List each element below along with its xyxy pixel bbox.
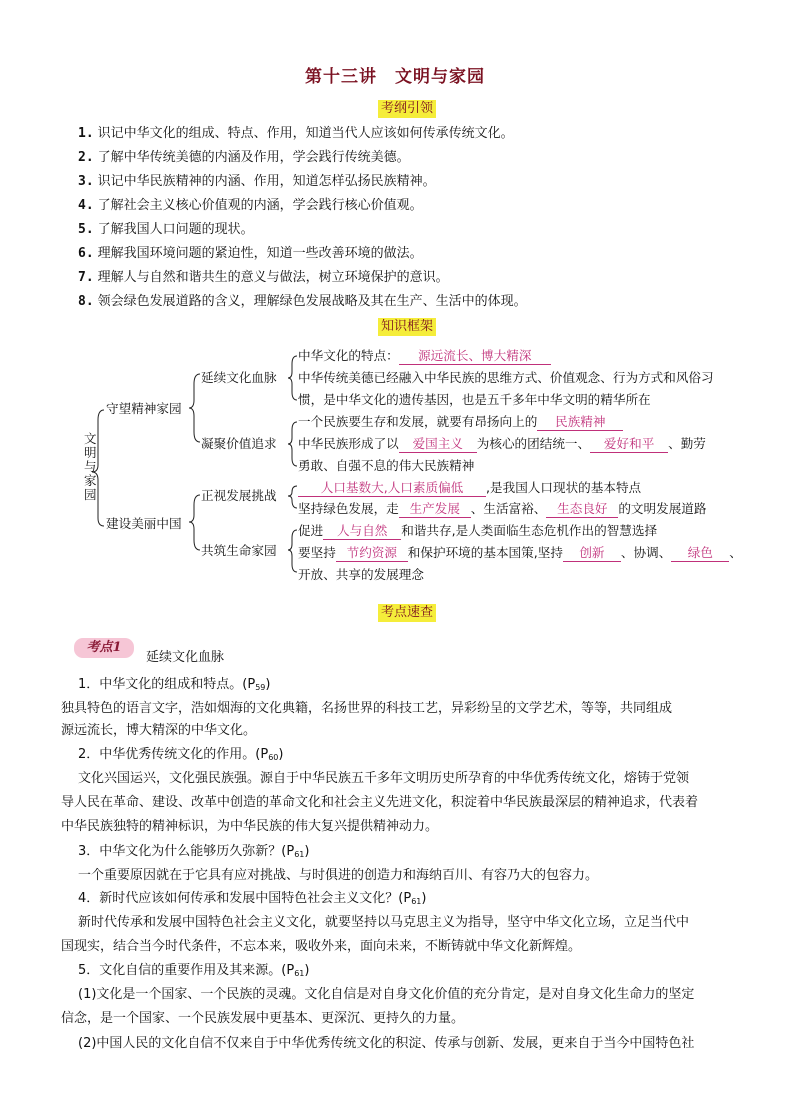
objective-item: 7. 理解人与自然和谐共生的意义与做法，树立环境保护的意识。 bbox=[78, 270, 449, 285]
framework-line: 中华民族形成了以 爱国主义 为核心的团结统一、 爱好和平 、勤劳 bbox=[298, 436, 706, 451]
objective-item: 8. 领会绿色发展道路的含义，理解绿色发展战略及其在生产、生活中的体现。 bbox=[78, 294, 527, 309]
framework-sub: 共筑生命家园 bbox=[201, 543, 277, 558]
answer-blank: 人与自然 bbox=[323, 523, 401, 540]
question-heading: 2．中华优秀传统文化的作用。$(P_{60})$ bbox=[78, 747, 284, 762]
framework-line: 中华文化的特点： 源远流长、博大精深 bbox=[298, 348, 551, 365]
objective-item: 3. 识记中华民族精神的内涵、作用，知道怎样弘扬民族精神。 bbox=[78, 174, 436, 189]
objective-item: 2. 了解中华传统美德的内涵及作用，学会践行传统美德。 bbox=[78, 150, 410, 165]
framework-line: 人口基数大,人口素质偏低 ,是我国人口现状的基本特点 bbox=[298, 480, 641, 497]
framework-line: 中华传统美德已经融入中华民族的思维方式、价值观念、行为方式和风俗习 bbox=[298, 370, 714, 385]
answer-text: 源远流长，博大精深的中华文化。 bbox=[61, 723, 257, 738]
answer-text: 信念，是一个国家、一个民族发展中更基本、更深沉、更持久的力量。 bbox=[61, 1011, 465, 1026]
framework-line: 促进 人与自然 和谐共存,是人类面临生态危机作出的智慧选择 bbox=[298, 523, 658, 538]
objective-item: 5. 了解我国人口问题的现状。 bbox=[78, 222, 254, 237]
framework-line: 一个民族要生存和发展，就要有昂扬向上的 民族精神 bbox=[298, 414, 623, 431]
question-heading: 4．新时代应该如何传承和发展中国特色社会主义文化？$(P_{61})$ bbox=[78, 891, 427, 906]
framework-root-char: 文 bbox=[84, 431, 97, 446]
framework-branch: 守望精神家园 bbox=[106, 401, 182, 416]
answer-text: 新时代传承和发展中国特色社会主义文化，就要坚持以马克思主义为指导，坚守中华文化立场，立足当代中 bbox=[78, 915, 690, 930]
framework-root-char: 家 bbox=[84, 473, 97, 488]
answer-blank: 节约资源 bbox=[336, 545, 408, 562]
framework-sub: 延续文化血脉 bbox=[201, 370, 277, 385]
answer-text: 导人民在革命、建设、改革中创造的革命文化和社会主义先进文化，积淀着中华民族最深层的精神追求，代表着 bbox=[61, 795, 699, 810]
kaodian-title: 延续文化血脉 bbox=[146, 650, 225, 665]
framework-branch: 建设美丽中国 bbox=[106, 516, 182, 531]
answer-blank: 爱好和平 bbox=[590, 436, 668, 453]
framework-line: 要坚持 节约资源 和保护环境的基本国策,坚持 创新 、协调、 绿色 、 bbox=[298, 545, 742, 560]
framework-root-char: 园 bbox=[84, 487, 97, 502]
answer-text: 独具特色的语言文字，浩如烟海的文化典籍，名扬世界的科技工艺，异彩纷呈的文学艺术，等等，共同组成 bbox=[61, 701, 673, 716]
question-heading: 1．中华文化的组成和特点。$(P_{59})$ bbox=[78, 677, 271, 692]
kaodian-badge: 考点1 bbox=[74, 638, 134, 658]
framework-banner: 知识框架 bbox=[378, 318, 436, 336]
framework-sub: 凝聚价值追求 bbox=[201, 436, 277, 451]
page-title: 第十三讲 文明与家园 bbox=[305, 67, 485, 87]
objective-item: 1. 识记中华文化的组成、特点、作用，知道当代人应该如何传承传统文化。 bbox=[78, 126, 514, 141]
objective-item: 6. 理解我国环境问题的紧迫性，知道一些改善环境的做法。 bbox=[78, 246, 423, 261]
answer-blank: 民族精神 bbox=[537, 414, 623, 431]
answer-blank: 生态良好 bbox=[546, 501, 618, 518]
framework-sub: 正视发展挑战 bbox=[201, 488, 277, 503]
framework-line: 惯，是中华文化的遗传基因，也是五千多年中华文明的精华所在 bbox=[298, 392, 651, 407]
answer-blank: 人口基数大,人口素质偏低 bbox=[298, 480, 486, 497]
answer-text: (1)文化是一个国家、一个民族的灵魂。文化自信是对自身文化价值的充分肯定，是对自身文化生命力的坚定 bbox=[78, 987, 695, 1002]
answer-text: 一个重要原因就在于它具有应对挑战、与时俱进的创造力和海纳百川、有容乃大的包容力。 bbox=[78, 868, 599, 883]
answer-text: 中华民族独特的精神标识，为中华民族的伟大复兴提供精神动力。 bbox=[61, 819, 439, 834]
objectives-banner: 考纲引领 bbox=[378, 100, 436, 118]
answer-text: (2)中国人民的文化自信不仅来自于中华优秀传统文化的积淀、传承与创新、发展，更来自于当今中国特色社 bbox=[78, 1036, 695, 1051]
framework-line: 开放、共享的发展理念 bbox=[298, 567, 424, 582]
answer-blank: 生产发展 bbox=[399, 501, 471, 518]
framework-root-char: 与 bbox=[84, 459, 97, 474]
question-heading: 3．中华文化为什么能够历久弥新？$(P_{61})$ bbox=[78, 844, 310, 859]
objective-item: 4. 了解社会主义核心价值观的内涵，学会践行核心价值观。 bbox=[78, 198, 423, 213]
framework-line: 坚持绿色发展，走 生产发展 、生活富裕、 生态良好 的文明发展道路 bbox=[298, 501, 707, 516]
answer-blank: 源远流长、博大精深 bbox=[399, 348, 551, 365]
review-banner: 考点速查 bbox=[378, 604, 436, 622]
framework-root-char: 明 bbox=[84, 445, 97, 460]
answer-text: 国现实，结合当今时代条件，不忘本来，吸收外来，面向未来，不断铸就中华文化新辉煌。 bbox=[61, 939, 582, 954]
question-heading: 5．文化自信的重要作用及其来源。$(P_{61})$ bbox=[78, 963, 310, 978]
answer-blank: 创新 bbox=[563, 545, 621, 562]
answer-blank: 绿色 bbox=[671, 545, 729, 562]
answer-text: 文化兴国运兴，文化强民族强。源自于中华民族五千多年文明历史所孕育的中华优秀传统文化，熔铸于党领 bbox=[78, 771, 690, 786]
framework-line: 勇敢、自强不息的伟大民族精神 bbox=[298, 458, 475, 473]
answer-blank: 爱国主义 bbox=[399, 436, 477, 453]
